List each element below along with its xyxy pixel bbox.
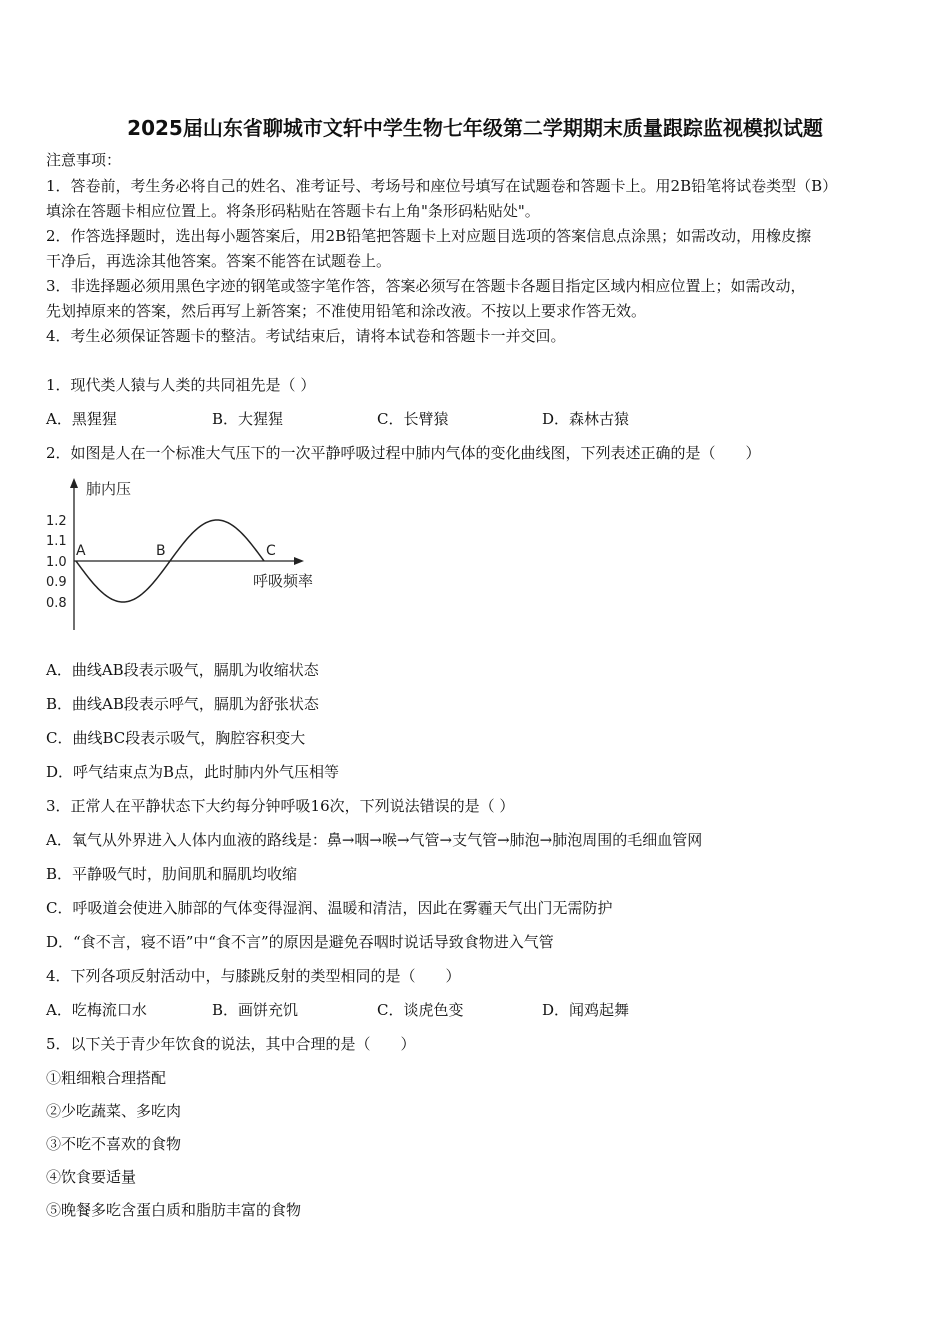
notice-line: 干净后，再选涂其他答案。答案不能答在试题卷上。 bbox=[46, 252, 392, 270]
q1-option-d: D．森林古猿 bbox=[542, 410, 630, 428]
q5-item: ①粗细粮合理搭配 bbox=[46, 1069, 167, 1087]
q2-stem: 2．如图是人在一个标准大气压下的一次平静呼吸过程中肺内气体的变化曲线图，下列表述正确的是（ ） bbox=[46, 444, 761, 462]
q5-stem: 5．以下关于青少年饮食的说法，其中合理的是（ ） bbox=[46, 1035, 416, 1053]
q1-stem: 1．现代类人猿与人类的共同祖先是（ ） bbox=[46, 376, 316, 394]
y-tick-label: 1.0 bbox=[46, 555, 67, 570]
q5-item: ⑤晚餐多吃含蛋白质和脂肪丰富的食物 bbox=[46, 1201, 302, 1219]
lung-pressure-chart bbox=[40, 470, 340, 640]
q4-stem: 4．下列各项反射活动中，与膝跳反射的类型相同的是（ ） bbox=[46, 967, 461, 985]
y-tick-label: 0.9 bbox=[46, 575, 67, 590]
q2-option-d: D．呼气结束点为B点，此时肺内外气压相等 bbox=[46, 763, 340, 781]
q3-option-a: A．氧气从外界进入人体内血液的路线是：鼻→咽→喉→气管→支气管→肺泡→肺泡周围的毛细血管网 bbox=[46, 831, 703, 849]
q2-option-a: A．曲线AB段表示吸气，膈肌为收缩状态 bbox=[46, 661, 319, 679]
notice-line: 2．作答选择题时，选出每小题答案后，用2B铅笔把答题卡上对应题目选项的答案信息点涂黑；如需改动，用橡皮擦 bbox=[46, 227, 812, 245]
q1-option-c: C．长臂猿 bbox=[377, 410, 449, 428]
q2-option-c: C．曲线BC段表示吸气，胸腔容积变大 bbox=[46, 729, 306, 747]
notice-line: 1．答卷前，考生务必将自己的姓名、准考证号、考场号和座位号填写在试题卷和答题卡上。用2B铅笔将试卷类型（B） bbox=[46, 177, 838, 195]
q5-item: ④饮食要适量 bbox=[46, 1168, 137, 1186]
q3-option-b: B．平静吸气时，肋间肌和膈肌均收缩 bbox=[46, 865, 298, 883]
point-label-c: C bbox=[266, 543, 276, 559]
page-title: 2025届山东省聊城市文轩中学生物七年级第二学期期末质量跟踪监视模拟试题 bbox=[127, 116, 823, 140]
y-axis-label: 肺内压 bbox=[86, 480, 132, 498]
x-axis-label: 呼吸频率 bbox=[253, 572, 314, 590]
q4-option-c: C．谈虎色变 bbox=[377, 1001, 464, 1019]
q5-item: ③不吃不喜欢的食物 bbox=[46, 1135, 182, 1153]
q3-stem: 3．正常人在平静状态下大约每分钟呼吸16次，下列说法错误的是（ ） bbox=[46, 797, 515, 815]
notice-line: 3．非选择题必须用黑色字迹的钢笔或签字笔作答，答案必须写在答题卡各题目指定区域内相应位置上；如需改动， bbox=[46, 277, 806, 295]
point-label-b: B bbox=[156, 543, 166, 559]
y-tick-label: 1.1 bbox=[46, 534, 67, 549]
point-label-a: A bbox=[76, 543, 86, 559]
y-tick-label: 1.2 bbox=[46, 514, 67, 529]
q3-option-d: D．“食不言，寝不语”中“食不言”的原因是避免吞咽时说话导致食物进入气管 bbox=[46, 933, 554, 951]
q4-option-b: B．画饼充饥 bbox=[212, 1001, 299, 1019]
y-tick-label: 0.8 bbox=[46, 596, 67, 611]
x-axis-arrow bbox=[294, 557, 304, 565]
notice-line: 先划掉原来的答案，然后再写上新答案；不准使用铅笔和涂改液。不按以上要求作答无效。 bbox=[46, 302, 647, 320]
q3-option-c: C．呼吸道会使进入肺部的气体变得湿润、温暖和清洁，因此在雾霾天气出门无需防护 bbox=[46, 899, 613, 917]
q1-option-b: B．大猩猩 bbox=[212, 410, 284, 428]
notice-line: 4．考生必须保证答题卡的整洁。考试结束后，请将本试卷和答题卡一并交回。 bbox=[46, 327, 566, 345]
notice-heading: 注意事项： bbox=[46, 151, 122, 169]
notice-line: 填涂在答题卡相应位置上。将条形码粘贴在答题卡右上角"条形码粘贴处"。 bbox=[46, 202, 540, 220]
q4-option-a: A．吃梅流口水 bbox=[46, 1001, 147, 1019]
q1-option-a: A．黑猩猩 bbox=[46, 410, 117, 428]
q2-option-b: B．曲线AB段表示呼气，膈肌为舒张状态 bbox=[46, 695, 319, 713]
q4-option-d: D．闻鸡起舞 bbox=[542, 1001, 630, 1019]
y-axis-arrow bbox=[70, 478, 78, 488]
q5-item: ②少吃蔬菜、多吃肉 bbox=[46, 1102, 182, 1120]
